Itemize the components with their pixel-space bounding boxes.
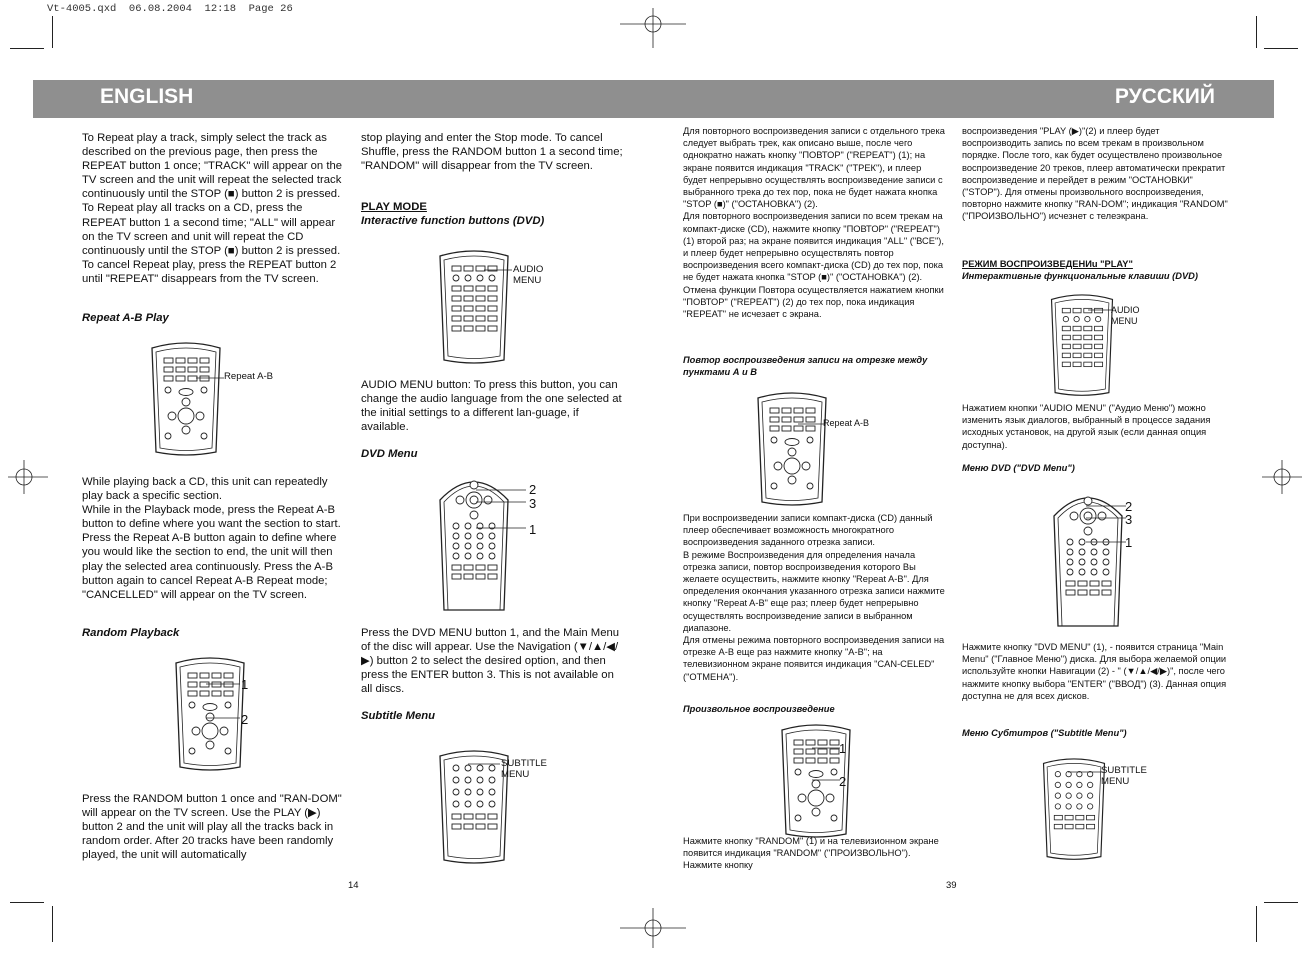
callout-lines-dvd: [476, 482, 528, 532]
callout-number-1: 1: [839, 741, 847, 756]
remote-ab-icon: [146, 342, 226, 458]
ru-random-body: [683, 835, 945, 872]
en-dvd-heading: DVD Menu: [361, 448, 418, 460]
ru-interactive-heading: Интерактивные функциональные клавиши (DVD): [962, 271, 1198, 281]
page-number-left: 14: [348, 880, 359, 891]
en-column-2: [361, 131, 623, 173]
callout-number-2: 2: [241, 712, 249, 727]
ru-column-1: [683, 125, 945, 320]
callout-repeat-ab: Repeat A-B: [224, 371, 274, 382]
callout-lines-dvd-ru: [1086, 500, 1128, 546]
callout-audio-menu: AUDIO MENU: [513, 264, 544, 286]
ru-ab-text-3: Для отмены режима повторного воспроизведения записи на отрезке А-В еще раз нажмите кнопку "А-В"; на телевизионном экране появится индикация "CAN-CELED" ("ОТМЕНА").: [683, 635, 945, 682]
ru-audio-body: [962, 402, 1228, 451]
callout-subtitle-menu: SUBTITLE MENU: [501, 758, 547, 780]
callout-line-audio: [484, 262, 514, 282]
ru-random-heading: Произвольное воспроизведение: [683, 704, 835, 714]
en-audio-text: AUDIO MENU button: To press this button, you can change the audio language from the one selected at the initial settings to a different lan-guage, if available.: [361, 379, 622, 434]
ru-random-text: Нажмите кнопку "RANDOM" (1) и на телевизионном экране появится индикация "RANDOM" ("ПРОИЗВОЛЬНО"). Нажмите кнопку: [683, 836, 939, 871]
callout-lines-random-ru: [812, 740, 842, 784]
callout-line-ab: [196, 370, 226, 390]
en-random-text: Press the RANDOM button 1 once and "RAN-DOM" will appear on the TV screen. Use the PLAY (▶) button 2 and the unit will play all the tracks back in random order. After 20 tracks have been randomly played, the unit will automatically: [82, 793, 342, 862]
ru-repeat-text-3: Отмена функции Повтора осуществляется нажатием кнопки "ПОВТОР" ("REPEAT") (2) до тех пор, пока индикация "REPEAT" не исчезает с экрана.: [683, 284, 944, 320]
callout-line-subtitle: [468, 756, 502, 776]
en-ab-body: [82, 475, 348, 602]
callout-number-2: 2: [839, 774, 847, 789]
en-interactive-heading: Interactive function buttons (DVD): [361, 215, 545, 227]
file-slug: Vt-4005.qxd 06.08.2004 12:18 Page 26: [47, 3, 293, 15]
callout-number-1: 1: [1125, 535, 1133, 550]
callout-number-2: 2: [1125, 499, 1133, 514]
ru-subtitle-heading: Меню Субтитров ("Subtitle Menu"): [962, 728, 1127, 738]
ru-repeat-text-2: Для повторного воспроизведения записи по всем трекам на компакт-диске (CD), нажмите кнопку "ПОВТОР" ("REPEAT") (1) второй раз; на экране появится индикация "ALL" ("ВСЕ"), и плеер будет непрерывно осуществлять повтор воспроизведения всего компакт-диска (CD) до тех пор, пока не будет нажата кнопка "STOP (■)" ("ОСТАНОВКА") (2).: [683, 211, 944, 283]
callout-repeat-ab-ru: Repeat A-B: [823, 418, 870, 428]
en-play-mode-heading: PLAY MODE: [361, 201, 427, 213]
ru-cont-text: воспроизведения "PLAY (▶)"(2) и плеер будет воспроизводить запись по всем трекам в произвольном порядке. После того, как будет осуществлено произвольное воспроизведение 20 треков, плеер автоматически прекратит воспроизведение и перейдет в режим "ОСТАНОВКИ" ("STOP"). Для отмены произвольного воспроизведения, повторно нажмите кнопку "RAN-DOM"; индикация "RANDOM" ("ПРОИЗВОЛЬНО") исчезнет с телеэкрана.: [962, 126, 1228, 222]
en-ab-heading: Repeat A-B Play: [82, 312, 169, 324]
banner-title-english: ENGLISH: [100, 85, 194, 108]
en-random-body: [82, 792, 344, 862]
en-random-heading: Random Playback: [82, 627, 180, 639]
callout-audio-menu-ru: AUDIO MENU: [1111, 305, 1140, 326]
callout-number-3: 3: [529, 496, 537, 511]
callout-number-2: 2: [529, 482, 537, 497]
en-audio-body: [361, 378, 623, 434]
callout-lines-random: [206, 676, 242, 726]
callout-number-3: 3: [1125, 512, 1133, 527]
en-dvd-body: [361, 626, 623, 696]
ru-ab-text-1: При воспроизведении записи компакт-диска (CD) данный плеер обеспечивает возможность многократного воспроизведения заданного отрезка записи.: [683, 513, 933, 548]
en-ab-text-1: While playing back a CD, this unit can repeatedly play back a specific section.: [82, 476, 328, 503]
banner-title-russian: РУССКИЙ: [1114, 85, 1215, 108]
callout-number-1: 1: [529, 522, 537, 537]
ru-repeat-text-1: Для повторного воспроизведения записи с отдельного трека следует выбрать трек, как описано выше, после чего однократно нажать кнопку "ПОВТОР" ("REPEAT") (1); на экране появится индикация "TRACK" ("ТРЕК"), и плеер будет непрерывно осуществлять воспроизведение записи с выбранного трека до тех пор, пока не будет нажата кнопка "STOP (■)" ("ОСТАНОВКА") (2).: [683, 126, 945, 210]
remote-ab-icon-ru: [752, 392, 832, 508]
ru-dvd-heading: Меню DVD ("DVD Menu"): [962, 463, 1075, 473]
en-subtitle-heading: Subtitle Menu: [361, 710, 436, 722]
page-number-right: 39: [946, 880, 957, 891]
ru-ab-body: [683, 512, 945, 683]
ru-play-mode-heading: РЕЖИМ ВОСПРОИЗВЕДЕНИu "PLAY": [962, 259, 1133, 269]
ru-ab-heading: Повтор воспроизведения записи на отрезке между пунктами А и В: [683, 355, 928, 378]
callout-number-1: 1: [241, 677, 249, 692]
en-dvd-text: Press the DVD MENU button 1, and the Main Menu of the disc will appear. Use the Navigation (▼/▲/◀/▶) button 2 to select the desired option, and then press the ENTER button 3. This is not available on all discs.: [361, 627, 620, 696]
callout-subtitle-menu-ru: SUBTITLE MENU: [1101, 765, 1147, 787]
ru-dvd-body: [962, 641, 1228, 702]
ru-audio-text: Нажатием кнопки "AUDIO MENU" ("Аудио Меню") можно изменить язык диалогов, выбранный в процессе задания исходных установок, на другой язык (если данная опция доступна).: [962, 403, 1211, 450]
en-repeat-text: To Repeat play a track, simply select the track as described on the previous page, then press the REPEAT button 1 once; "TRACK" will appear on the TV screen and the unit will repeat the selected track continuously until the STOP (■) button 2 is pressed. To Repeat play all tracks on a CD, press the REPEAT button 1 a second time; "ALL" will appear on the TV screen and unit will repeat the CD continuously until the STOP (■) button 2 is pressed. To cancel Repeat play, press the REPEAT button 2 until "REPEAT" disappears from the TV screen.: [82, 132, 343, 285]
en-cont-text: stop playing and enter the Stop mode. To cancel Shuffle, press the RANDOM button 1 a second time; "RANDOM" will disappear from the TV screen.: [361, 132, 623, 173]
ru-dvd-text: Нажмите кнопку "DVD MENU" (1), - появится страница "Main Menu" ("Главное Меню") диска. Для выбора желаемой опции используйте кнопки Навигации (2) - " (▼/▲/◀/▶)", после чего нажмите кнопку выбора "ENTER" ("ВВОД") (3). Данная опция доступна не для всех дисков.: [962, 642, 1227, 701]
ru-column-2: [962, 125, 1228, 223]
callout-line-ab-ru: [798, 416, 826, 436]
callout-line-subtitle-ru: [1068, 764, 1104, 784]
ru-ab-text-2: В режиме Воспроизведения для определения начала отрезка записи, повтор воспроизведения которого Вы желаете осуществить, нажмите кнопку "Repeat A-B". Для определения окончания указанного отрезка записи нажмите кнопку "Repeat A-B" еще раз; плеер будет непрерывно осуществлять воспроизведение записи в выбранном диапазоне.: [683, 549, 945, 633]
en-ab-text-2: While in the Playback mode, press the Repeat A-B button to define where you want the section to start. Press the Repeat A-B button again to define where you would like the section to end, the unit will then play the selected area continuously. Press the A-B button again to cancel Repeat A-B Repeat mode; "CANCELLED" will appear on the TV screen.: [82, 504, 341, 601]
language-banner: [33, 80, 1274, 118]
en-column-1: [82, 131, 344, 286]
